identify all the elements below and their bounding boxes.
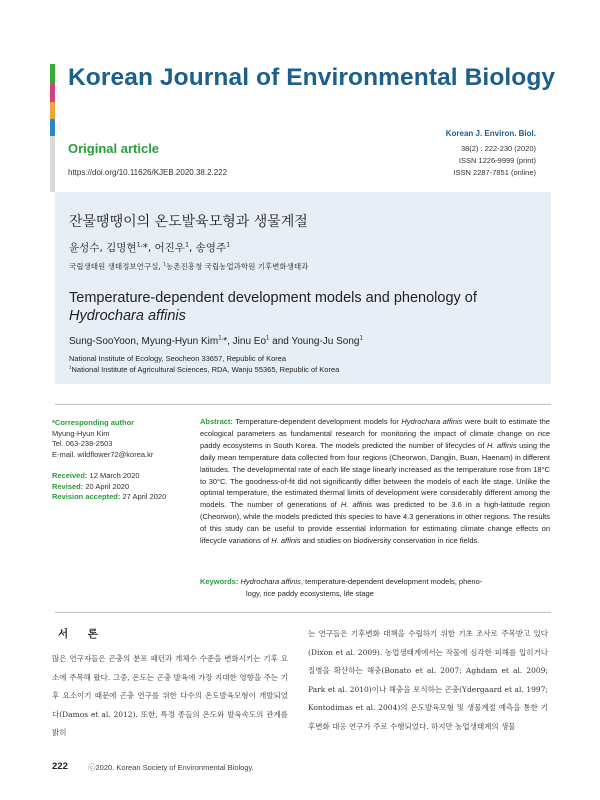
stripe-green — [50, 64, 55, 83]
body-column-right: 는 연구들은 기후변화 대책을 수립하기 위한 기초 조사로 주목받고 있다(Dixon et al. 2009). 농업생태계에서는 작물에 심각한 피해를 입히거나 질병을 확산하는 해충(Bonato et al. 2007; Aghdam et al. 2009; Park et al. 2010)이나 해충을 포식하는 곤충(Ydergaard et al. 1997; Kontodimas et al. 2004)의 온도발육모형 및 생물계절 예측을 통한 기후변화 대응 연구가 주로 수행되었다. 하지만 농업생태계의 생물 — [308, 629, 548, 731]
issn-online: ISSN 2287-7851 (online) — [453, 168, 536, 177]
journal-meta — [446, 128, 536, 179]
divider-bottom — [55, 612, 551, 613]
corresponding-author: *Corresponding author Myung-Hyun Kim Tel. 063-238-2503 E-mail. wildflower72@korea.kr — [52, 418, 154, 459]
volume-pages: 38(2) : 222-230 (2020) — [460, 144, 536, 153]
body-column-left: 많은 연구자들은 곤충의 분포 패턴과 개체수 수준을 변화시키는 기후 요소에 주목해 왔다. 그중, 온도는 곤충 발육에 가장 지대한 영향을 주는 기후 요소이기 때문에 곤충 연구를 위한 다수의 온도발육모형이 개발되었다(Damos et al. 2012). 또한, 특정 종들의 온도와 발육속도의 관계를 밝히 — [52, 654, 288, 738]
page-number: 222 — [52, 761, 68, 772]
english-affiliation: National Institute of Ecology, Seocheon 33657, Republic of Korea $^1$National Institute of Agricultural Sciences, RDA, Wanju 55365, Republic of Korea — [69, 354, 340, 374]
english-authors: Sung-SooYoon, Myung-Hyun Kim$^{1,}$*, Jinu Eo$^1$ and Young-Ju Song$^1$ — [69, 335, 363, 347]
abstract: Abstract: Temperature-dependent development models for Hydrochara affinis were built to estimate the ecological parameters as fundamental research for monitoring the impact of climate change on rice paddy ecosystems in South Korea. The models predicted the number of lifecycles of H. affinis using the daily mean temperature data collected from four regions (Cheorwon, Dangjin, Buan, Haenam) in different latitudes. The developmental rate of each life stage linearly increased as the temperature rose from 18°C to 30°C. The goodness-of-fit did not significantly differ between the models of each life stage. Unlike the optimal temperature, the estimated thermal limits of development were considerably different among the models. The number of generations of H. affinis was predicted to be 3.6 in a high-latitude region (Cheorwon), while the models predicted this species to have 4.3 generations in other regions. The results of this study can be useful to provide essential information for estimating climate change effects on lifecycle variations of H. affinis and studies on biodiversity conservation in rice fields. — [200, 417, 550, 546]
stripe-gray — [50, 136, 55, 192]
doi-link[interactable]: https://doi.org/10.11626/KJEB.2020.38.2.222 — [68, 168, 228, 177]
section-heading: 서 론 — [58, 628, 106, 640]
english-title: Temperature-dependent development models and phenology of Hydrochara affinis — [69, 290, 477, 324]
korean-affiliation: 국립생태원 생태정보연구실, $^1$농촌진흥청 국립농업과학원 기후변화생태과 — [69, 262, 309, 271]
stripe-orange — [50, 102, 55, 119]
copyright: ⓒ2020. Korean Society of Environmental Biology. — [88, 763, 254, 772]
issn-print: ISSN 1226-9999 (print) — [458, 156, 536, 165]
divider-top — [55, 404, 551, 405]
stripe-pink — [50, 83, 55, 102]
journal-title: Korean Journal of Environmental Biology — [68, 64, 556, 91]
corresponding-email[interactable]: E-mail. wildflower72@korea.kr — [52, 449, 154, 459]
journal-abbreviation: Korean J. Environ. Biol. — [445, 129, 536, 138]
article-type: Original article — [68, 141, 160, 156]
dates: Received: 12 March 2020 Revised: 20 April 2020 Revision accepted: 27 April 2020 — [52, 471, 167, 501]
keywords: Keywords: Hydrochara affinis, temperature-dependent development models, pheno- logy, rice paddy ecosystems, life stage — [200, 577, 483, 598]
korean-authors: 윤성수, 김명현$^{1,}$*, 어진우$^1$, 송영주$^1$ — [69, 241, 231, 254]
korean-title: 잔물땡땡이의 온도발육모형과 생물계절 — [69, 214, 308, 230]
stripe-blue — [50, 119, 55, 136]
